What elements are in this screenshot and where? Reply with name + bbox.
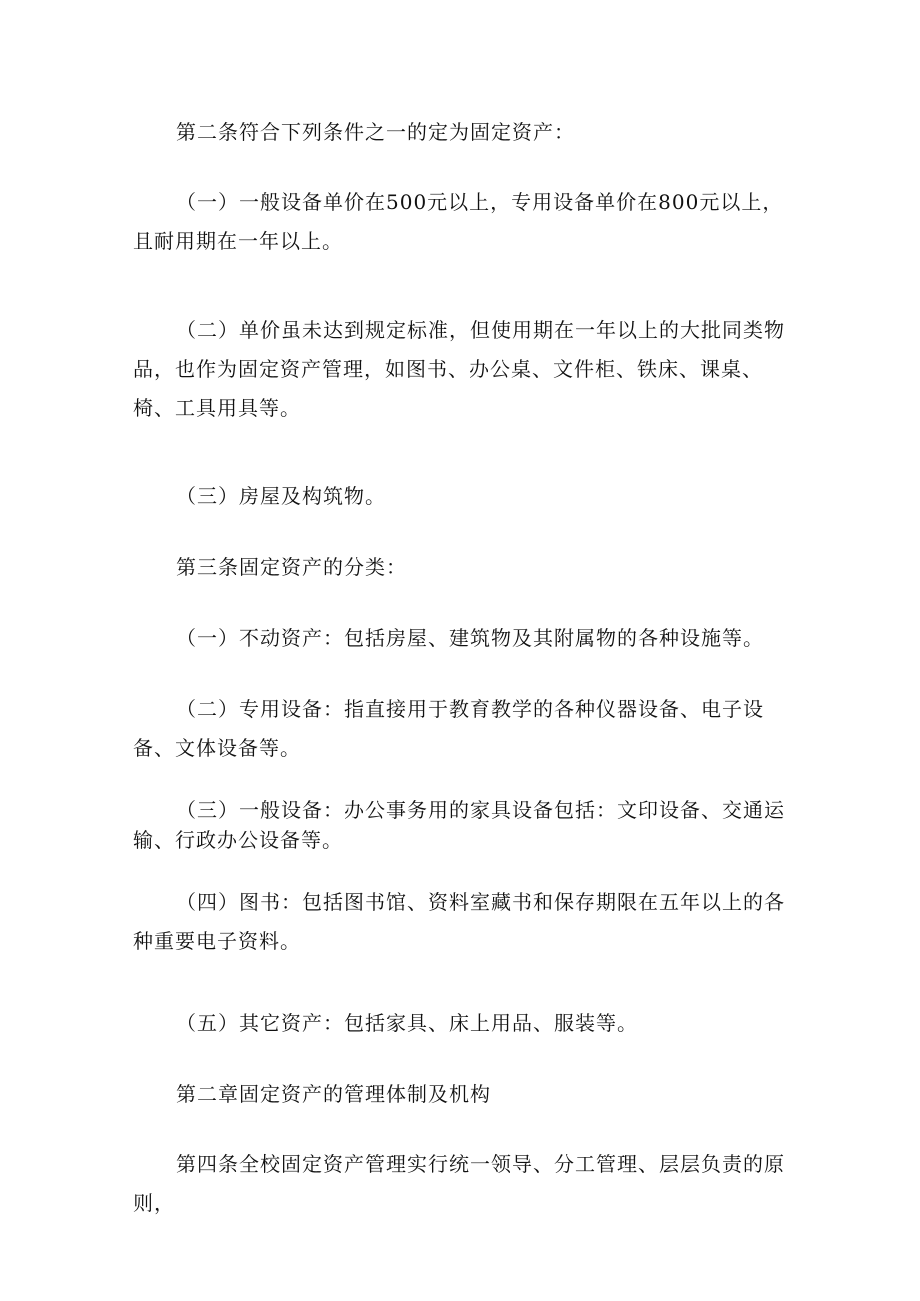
article-3-heading: 第三条固定资产的分类： <box>176 555 407 579</box>
article-3-item-1: （一）不动资产：包括房屋、建筑物及其附属物的各种设施等。 <box>176 626 764 650</box>
article-4-text: 第四条全校固定资产管理实行统一领导、分工管理、层层负责的原则， <box>133 1152 785 1215</box>
article-3-item-4: （四）图书：包括图书馆、资料室藏书和保存期限在五年以上的各种重要电子资料。 <box>133 890 785 953</box>
article-2-heading: 第二条符合下列条件之一的定为固定资产： <box>176 120 575 144</box>
article-3-item-5: （五）其它资产：包括家具、床上用品、服装等。 <box>176 1011 638 1035</box>
article-3-item-3: （三）一般设备：办公事务用的家具设备包括：文印设备、交通运输、行政办公设备等。 <box>133 798 785 852</box>
chapter-2-heading: 第二章固定资产的管理体制及机构 <box>176 1082 491 1106</box>
article-2-item-3: （三）房屋及构筑物。 <box>176 484 386 508</box>
article-3-item-2: （二）专用设备：指直接用于教育教学的各种仪器设备、电子设备、文体设备等。 <box>133 697 764 760</box>
article-2-item-2: （二）单价虽未达到规定标准，但使用期在一年以上的大批同类物品，也作为固定资产管理，如图书、办公桌、文件柜、铁床、课桌、椅、工具用具等。 <box>133 318 785 420</box>
article-2-item-1: （一）一般设备单价在500元以上，专用设备单价在800元以上，且耐用期在一年以上。 <box>133 190 784 253</box>
